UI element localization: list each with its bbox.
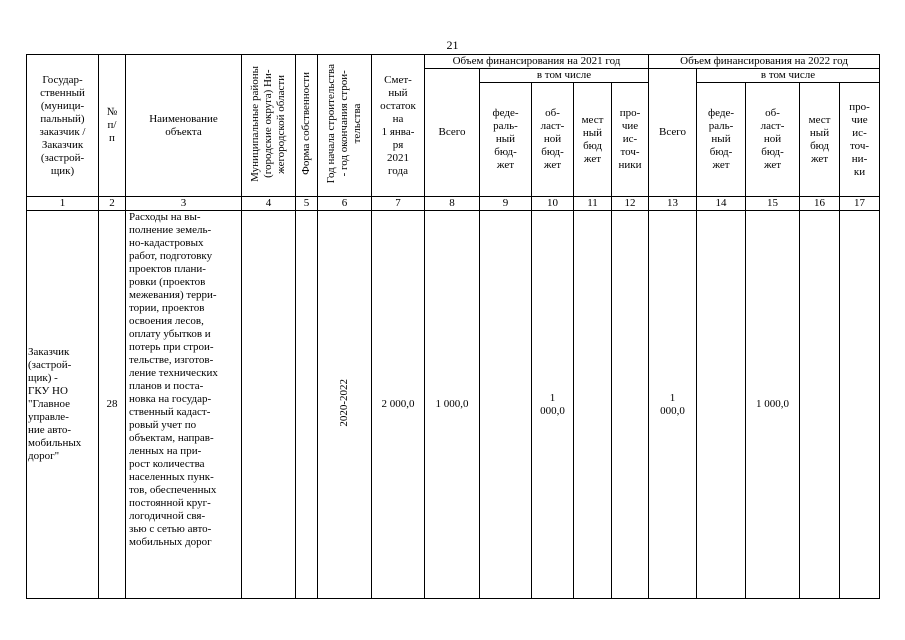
header-other-2022: про- чие ис- точ- ни- ки bbox=[840, 83, 880, 197]
header-balance: Смет- ный остаток на 1 янва- ря 2021 года bbox=[372, 55, 425, 197]
cell-total-2021: 1 000,0 bbox=[425, 211, 480, 599]
header-regional-2021: об- ласт- ной бюд- жет bbox=[532, 83, 574, 197]
header-financing-2021: Объем финансирования на 2021 год bbox=[425, 55, 649, 69]
cell-years: 2020-2022 bbox=[318, 211, 372, 599]
col-number: 4 bbox=[242, 197, 296, 211]
col-number: 1 bbox=[27, 197, 99, 211]
cell-balance: 2 000,0 bbox=[372, 211, 425, 599]
col-number: 2 bbox=[99, 197, 126, 211]
cell-object-name: Расходы на вы- полнение земель- но-кадастровых работ, подготовку проектов плани- ровки (проектов межевания) терри- тории, проектов освоения лесов, оплату убытков и потерь при строи- тельстве, изготов- ление технических планов и поста- новка на государ- ственный кадаст- ровый учет по объектам, направ- ленных на при- рост количества населенных пунк- тов, обеспеченных постоянной круг- логодичной свя- зью с сетью авто- мобильных дорог bbox=[126, 211, 242, 599]
header-total-2021: Всего bbox=[425, 69, 480, 197]
col-number: 8 bbox=[425, 197, 480, 211]
col-number: 17 bbox=[840, 197, 880, 211]
cell-regional-2021: 1 000,0 bbox=[532, 211, 574, 599]
col-number: 6 bbox=[318, 197, 372, 211]
header-other-2021: про- чие ис- точ- ники bbox=[612, 83, 649, 197]
header-number: № п/ п bbox=[99, 55, 126, 197]
col-number: 16 bbox=[800, 197, 840, 211]
cell-ownership bbox=[296, 211, 318, 599]
cell-federal-2022 bbox=[697, 211, 746, 599]
page-number: 21 bbox=[446, 38, 459, 52]
col-number: 15 bbox=[746, 197, 800, 211]
col-number: 13 bbox=[649, 197, 697, 211]
cell-other-2021 bbox=[612, 211, 649, 599]
cell-other-2022 bbox=[840, 211, 880, 599]
col-number: 14 bbox=[697, 197, 746, 211]
cell-districts bbox=[242, 211, 296, 599]
header-total-2022: Всего bbox=[649, 69, 697, 197]
header-including-2022: в том числе bbox=[697, 69, 880, 83]
cell-federal-2021 bbox=[480, 211, 532, 599]
col-number: 12 bbox=[612, 197, 649, 211]
header-object-name: Наименование объекта bbox=[126, 55, 242, 197]
table-row bbox=[27, 211, 880, 599]
col-number: 3 bbox=[126, 197, 242, 211]
header-years: Год начала строительства - год окончания строи- тельства bbox=[318, 55, 372, 197]
cell-local-2021 bbox=[574, 211, 612, 599]
col-number: 9 bbox=[480, 197, 532, 211]
header-federal-2022: феде- раль- ный бюд- жет bbox=[697, 83, 746, 197]
header-financing-2022: Объем финансирования на 2022 год bbox=[649, 55, 880, 69]
cell-local-2022 bbox=[800, 211, 840, 599]
header-customer: Государ- ственный (муници- пальный) заказчик / Заказчик (застрой- щик) bbox=[27, 55, 99, 197]
col-number: 10 bbox=[532, 197, 574, 211]
header-federal-2021: феде- раль- ный бюд- жет bbox=[480, 83, 532, 197]
cell-total-2022: 1 000,0 bbox=[649, 211, 697, 599]
cell-regional-2022: 1 000,0 bbox=[746, 211, 800, 599]
cell-customer: Заказчик (застрой- щик) - ГКУ НО "Главное управле- ние авто- мобильных дорог" bbox=[27, 211, 99, 599]
financing-table bbox=[26, 54, 880, 599]
cell-number: 28 bbox=[99, 211, 126, 599]
header-ownership: Форма собственности bbox=[296, 55, 318, 197]
col-number: 11 bbox=[574, 197, 612, 211]
header-local-2022: мест ный бюд жет bbox=[800, 83, 840, 197]
col-number: 5 bbox=[296, 197, 318, 211]
col-number: 7 bbox=[372, 197, 425, 211]
header-including-2021: в том числе bbox=[480, 69, 649, 83]
header-districts: Муниципальные районы (городские округа) Ни- жегородской области bbox=[242, 55, 296, 197]
header-local-2021: мест ный бюд жет bbox=[574, 83, 612, 197]
header-regional-2022: об- ласт- ной бюд- жет bbox=[746, 83, 800, 197]
